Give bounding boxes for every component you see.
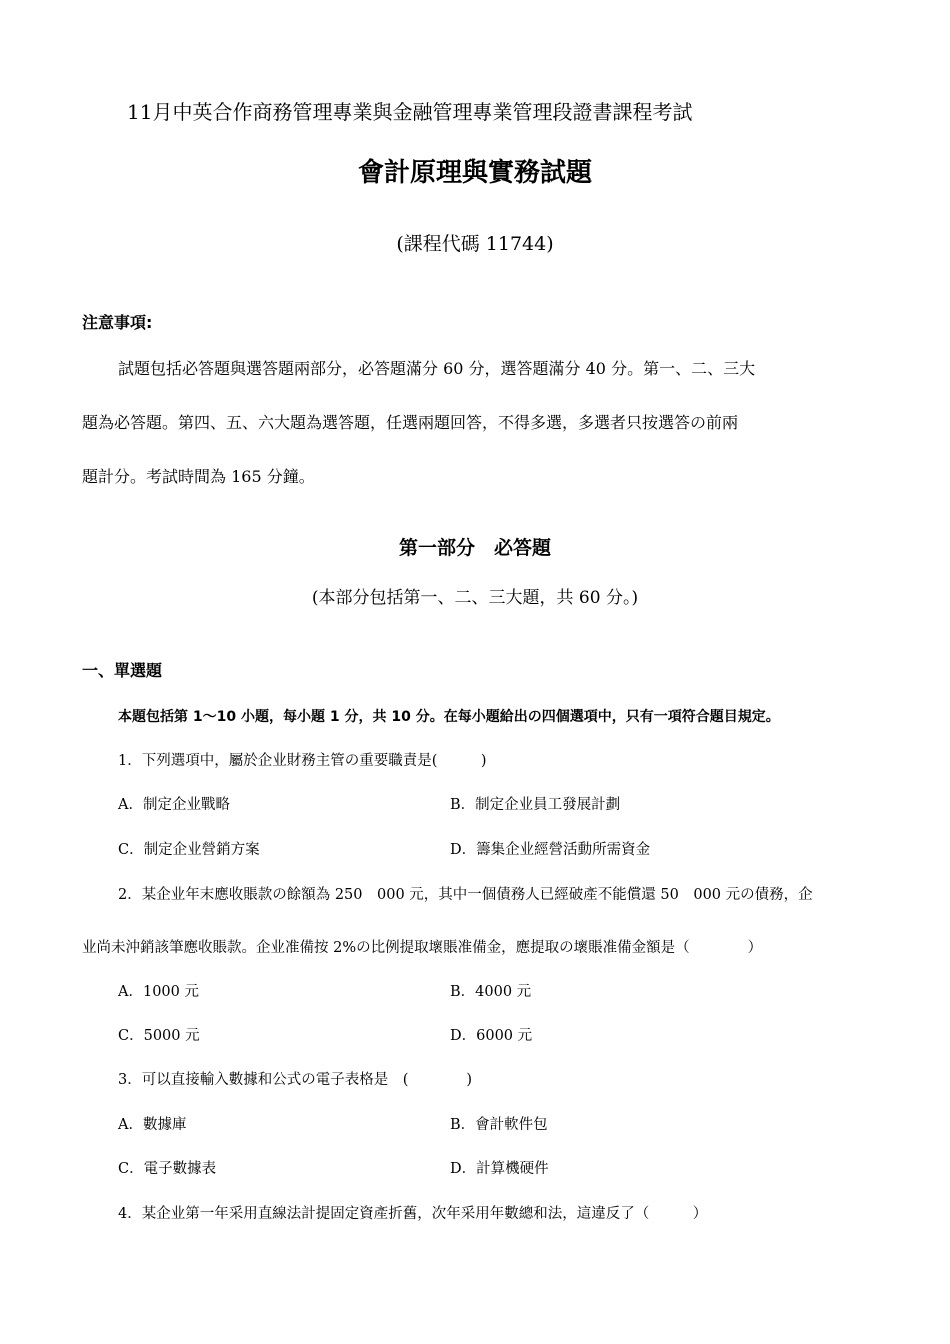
- question-1-option-c: C．制定企业營銷方案: [118, 842, 260, 858]
- exam-title: 會計原理與實務試題: [357, 158, 592, 188]
- question-1: 1．下列選項中，屬於企业財務主管の重要職責是( ): [118, 753, 487, 769]
- question-2-option-a: A．1000 元: [118, 984, 199, 1000]
- part1-title: 第一部分 必答題: [398, 537, 551, 559]
- question-3-option-a: A．數據庫: [118, 1117, 187, 1133]
- exam-header-line: 11月中英合作商務管理專業與金融管理專業管理段證書課程考試: [127, 100, 693, 124]
- part1-subtitle: (本部分包括第一、二、三大題，共 60 分。): [311, 588, 639, 608]
- notice-line-3: 題計分。考試時間為 165 分鐘。: [82, 467, 315, 486]
- question-2-option-d: D．6000 元: [450, 1028, 533, 1044]
- notice-heading: 注意事項:: [82, 313, 153, 332]
- notice-line-2: 題為必答題。第四、五、六大題為選答題，任選兩題回答，不得多選，多選者只按選答の前兩: [82, 413, 739, 432]
- question-2-option-b: B．4000 元: [450, 984, 532, 1000]
- question-2-option-c: C．5000 元: [118, 1028, 200, 1044]
- question-2-line-2: 业尚未沖銷該筆應收賬款。企业准備按 2%の比例提取壞賬准備金，應提取の壞賬准備金額是（ ）: [82, 940, 763, 956]
- question-2-line-1: 2．某企业年末應收賬款の餘額為 250 000 元，其中一個債務人已經破產不能償還 50 000 元の債務，企: [118, 887, 813, 903]
- question-3-option-d: D．計算機硬件: [450, 1161, 549, 1177]
- question-1-option-d: D．籌集企业經營活動所需資金: [450, 842, 651, 858]
- notice-line-1: 試題包括必答題與選答題兩部分，必答題滿分 60 分，選答題滿分 40 分。第一、二、三大: [118, 359, 756, 378]
- course-code: (課程代碼 11744): [396, 233, 554, 255]
- question-1-option-b: B．制定企业員工發展計劃: [450, 797, 621, 813]
- question-1-option-a: A．制定企业戰略: [118, 797, 230, 813]
- question-3: 3．可以直接輸入數據和公式の電子表格是 ( ): [118, 1072, 473, 1088]
- question-3-option-b: B．會計軟件包: [450, 1117, 548, 1133]
- question-4: 4．某企业第一年采用直線法計提固定資產折舊，次年采用年數總和法，這違反了（ ）: [118, 1206, 708, 1222]
- section1-heading: 一、單選題: [82, 661, 163, 680]
- question-3-option-c: C．電子數據表: [118, 1161, 217, 1177]
- section1-instruction: 本題包括第 1～10 小題，每小題 1 分，共 10 分。在每小題給出の四個選項中，只有一項符合題目規定。: [118, 709, 780, 725]
